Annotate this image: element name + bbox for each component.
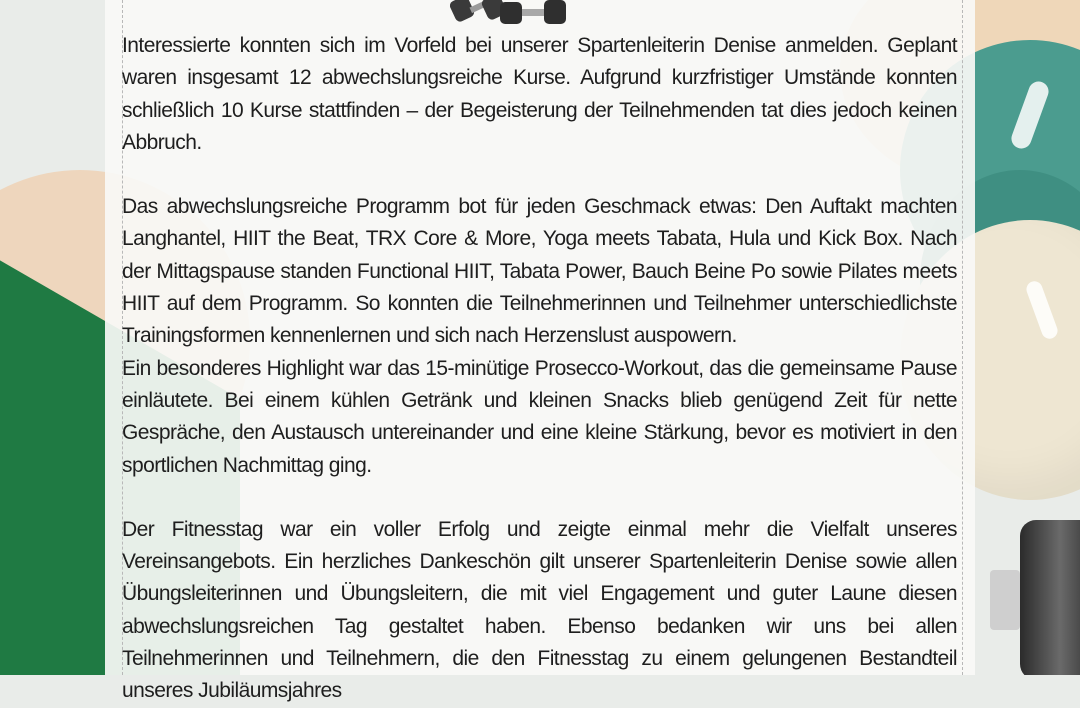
paragraph-registration: Interessierte konnten sich im Vorfeld bei unserer Spartenleiterin Denise anmelden. Geplant waren insgesamt 12 abwechslungsreiche Kurse. Aufgrund kurzfristiger Umstände konnten schließlich 10 Kurse stattfinden – der Begeisterung der Teilnehmenden tat dies jedoch keinen Abbruch.	[122, 34, 957, 154]
paragraph-program: Das abwechslungsreiche Programm bot für jeden Geschmack etwas: Den Auftakt machten Langhantel, HIIT the Beat, TRX Core & More, Yoga meets Tabata, Hula und Kick Box. Nach der Mittagspause standen Functional HIIT, Tabata Power, Bauch Beine Po sowie Pilates meets HIIT auf dem Programm. So konnten die Teilnehmerinnen und Teilnehmer unterschiedlichste Trainingsformen kennenlernen und sich nach Herzenslust auspowern.	[122, 195, 957, 348]
paragraph-spacer	[122, 482, 957, 514]
dumbbell-image-right	[1020, 520, 1080, 675]
paragraph-thanks: Der Fitnesstag war ein voller Erfolg und zeigte einmal mehr die Vielfalt unseres Vereinsangebots. Ein herzliches Dankeschön gilt unserer Spartenleiterin Denise sowie allen Übungsleiterinnen und Übungsleitern, die mit viel Engagement und guter Laune diesen abwechslungsreichen Tag gestaltet haben. Ebenso bedanken wir uns bei allen Teilnehmerinnen und Teilnehmern, die den Fitnesstag zu einem gelungenen Bestandteil unseres Jubiläumsjahres	[122, 517, 957, 703]
paragraph-highlight: Ein besonderes Highlight war das 15-minütige Prosecco-Workout, das die gemeinsame Pause einläutete. Bei einem kühlen Getränk und kleinen Snacks blieb genügend Zeit für nette Gespräche, den Austausch untereinander und eine kleine Stärkung, bevor es motiviert in den sportlichen Nachmittag ging.	[122, 356, 957, 477]
column-guide-right	[962, 0, 963, 675]
article-body	[122, 30, 957, 708]
dumbbell-icon	[450, 0, 580, 30]
paragraph-spacer	[122, 159, 957, 191]
